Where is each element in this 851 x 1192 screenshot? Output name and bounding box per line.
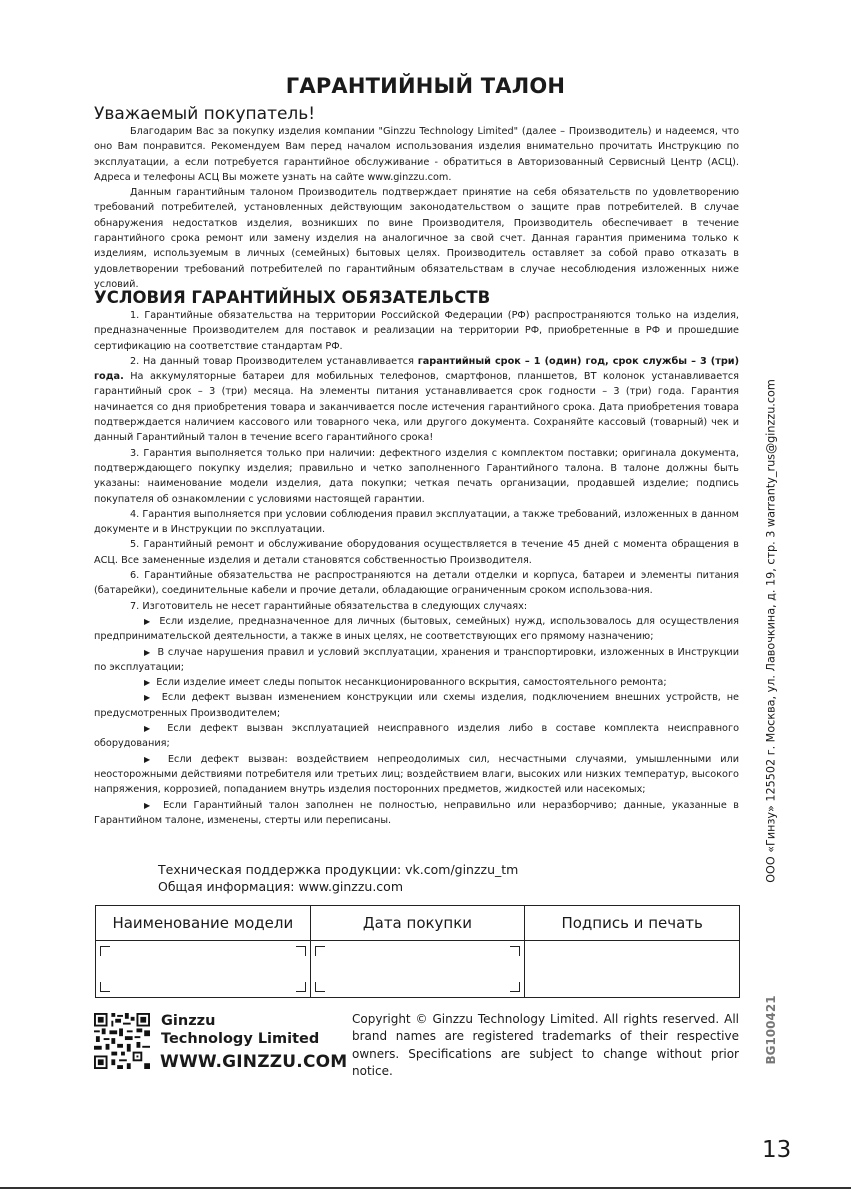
condition-7: 7. Изготовитель не несет гарантийные обязательства в следующих случаях: [130, 600, 528, 612]
vertical-company-info: ООО «Гинзу» 125502 г. Москва, ул. Лавочкина, д. 19, стр. 3 warranty_rus@ginzzu.com [764, 379, 778, 883]
bracket-corner [296, 982, 306, 992]
exclusion-text: В случае нарушения правил и условий эксплуатации, хранения и транспортировки, изложенных в Инструкции по эксплуатации; [94, 646, 739, 673]
page-number: 13 [762, 1137, 792, 1163]
triangle-bullet-icon: ▶ [144, 693, 153, 703]
warranty-period-bold: гарантийный срок – 1 (один) год, срок службы – 3 (три) года. [94, 355, 739, 383]
condition-2-text-rest: На аккумуляторные батареи для мобильных телефонов, смартфонов, планшетов, BT колонок устанавливается гарантийный срок – 3 (три) месяца. На элементы питания устанавливается срок годности – 3 (три) года. Гарантия начинается со дня приобретения товара и заканчивается после истечения гарантийного срока. Дата приобретения товара подтверждается наличием кассового или товарного чека, или другого документа. Сохраняйте кассовый (товарный) чек и данный Гарантийный талон в течение всего гарантийного срока! [94, 371, 739, 444]
exclusion-text: Если изделие, предназначенное для личных (бытовых, семейных) нужд, использовалось для осуществления предпринимательской деятельности, а также в иных целях, не соответствующих его прямому назначению; [94, 615, 739, 643]
model-name-field[interactable] [96, 941, 311, 998]
website-link[interactable]: WWW.GINZZU.COM [160, 1052, 348, 1072]
intro-text [94, 124, 739, 292]
bracket-corner [296, 946, 306, 956]
bracket-corner [510, 982, 520, 992]
signature-stamp-field[interactable] [525, 941, 740, 998]
general-info-line: Общая информация: www.ginzzu.com [158, 879, 404, 894]
bracket-corner [100, 982, 110, 992]
triangle-bullet-icon: ▶ [144, 724, 156, 734]
condition-2 [94, 354, 739, 446]
warranty-form-table [95, 905, 740, 998]
conditions-heading: УСЛОВИЯ ГАРАНТИЙНЫХ ОБЯЗАТЕЛЬСТВ [94, 288, 491, 307]
copyright-notice: Copyright © Ginzzu Technology Limited. All rights reserved. All brand names are registered trademarks of their respective owners. Specifications are subject to change without prior notice. [352, 1012, 739, 1078]
brand-subtitle: Technology Limited [161, 1031, 320, 1047]
exclusion-item [94, 675, 739, 690]
exclusion-item [94, 645, 739, 676]
vertical-document-code: BG100421 [764, 995, 778, 1065]
triangle-bullet-icon: ▶ [144, 800, 154, 810]
bracket-corner [100, 946, 110, 956]
purchase-date-header: Дата покупки [310, 906, 525, 941]
exclusion-item [94, 690, 739, 721]
bracket-corner [510, 946, 520, 956]
condition-5: 5. Гарантийный ремонт и обслуживание оборудования осуществляется в течение 45 дней с момента обращения в АСЦ. Все замененные изделия и детали становятся собственностью Производителя. [94, 539, 739, 566]
exclusion-item [94, 798, 739, 829]
company-brand [161, 1012, 319, 1048]
tech-support-line: Техническая поддержка продукции: vk.com/ginzzu_tm [158, 862, 519, 877]
brand-name: Ginzzu [161, 1013, 216, 1029]
exclusion-item [94, 721, 739, 752]
bracket-corner [315, 982, 325, 992]
qr-code-icon [94, 1013, 150, 1069]
condition-6: 6. Гарантийные обязательства не распространяются на детали отделки и корпуса, батареи и элементы питания (батарейки), соединительные кабели и прочие детали, обладающие ограниченным сроком использова-ния. [94, 570, 739, 597]
greeting-heading: Уважаемый покупатель! [94, 104, 316, 124]
triangle-bullet-icon: ▶ [144, 678, 151, 688]
condition-3: 3. Гарантия выполняется только при наличии: дефектного изделия с комплектом поставки; оригинала документа, подтверждающего покупку изделия; правильно и четко заполненного Гарантийного талона. В талоне должны быть указаны: наименование модели изделия, дата покупки; четкая печать организации, продавшей изделие; подпись покупателя об ознакомлении с условиями настоящей гарантии. [94, 447, 739, 505]
exclusion-item [94, 614, 739, 645]
exclusion-text: Если дефект вызван изменением конструкции или схемы изделия, подключением внешних устройств, не предусмотренных Производителем; [94, 692, 739, 719]
signature-stamp-header: Подпись и печать [525, 906, 740, 941]
page-title: ГАРАНТИЙНЫЙ ТАЛОН [285, 74, 566, 98]
intro-paragraph: Данным гарантийным талоном Производитель подтверждает принятие на себя обязательств по удовлетворению требований потребителей, установленных действующим законодательством о защите прав потребителей. В случае обнаружения недостатков изделия, возникших по вине Производителя, Производитель обеспечивает в течение гарантийного срока ремонт или замену изделия на аналогичное за свой счет. Данная гарантия применима только к изделиям, используемым в личных (семейных) бытовых целях. Производитель оставляет за собой право отказать в удовлетворении требований потребителей по гарантийным обязательствам в случае несоблюдения изложенных ниже условий. [94, 187, 739, 290]
exclusion-text: Если Гарантийный талон заполнен не полностью, неправильно или неразборчиво; данные, указанные в Гарантийном талоне, изменены, стерты или переписаны. [94, 799, 739, 826]
conditions-text [94, 308, 739, 828]
intro-paragraph: Благодарим Вас за покупку изделия компании "Ginzzu Technology Limited" (далее – Производитель) и надеемся, что оно Вам понравится. Рекомендуем Вам перед началом использования изделия внимательно прочитать Инструкцию по эксплуатации, а если потребуется гарантийное обслуживание - обратиться в Авторизованный Сервисный Центр (АСЦ). Адреса и телефоны АСЦ Вы можете узнать на сайте www.ginzzu.com. [94, 126, 739, 183]
exclusion-text: Если дефект вызван эксплуатацией неисправного изделия либо в составе комплекта неисправного оборудования; [94, 723, 739, 750]
exclusion-text: Если дефект вызван: воздействием непреодолимых сил, несчастными случаями, умышленными или неосторожными действиями потребителя или третьих лиц; воздействием влаги, высоких или низких температур, высокого напряжения, коррозией, попаданием внутрь изделия посторонних предметов, жидкостей или насекомых; [94, 753, 739, 796]
model-name-header: Наименование модели [96, 906, 311, 941]
bottom-divider [0, 1187, 851, 1189]
exclusion-text: Если изделие имеет следы попыток несанкционированного вскрытия, самостоятельного ремонта; [156, 677, 667, 689]
purchase-date-field[interactable] [310, 941, 525, 998]
condition-1: 1. Гарантийные обязательства на территории Российской Федерации (РФ) распространяются только на изделия, предназначенные Производителем для поставок и реализации на территории РФ, приобретенные в РФ и прошедшие сертификацию на соответствие стандартам РФ. [94, 310, 739, 352]
bracket-corner [315, 946, 325, 956]
triangle-bullet-icon: ▶ [144, 647, 151, 657]
condition-4: 4. Гарантия выполняется при условии соблюдения правил эксплуатации, а также требований, изложенных в данном документе и в Инструкции по эксплуатации. [94, 508, 739, 536]
exclusion-item [94, 752, 739, 798]
triangle-bullet-icon: ▶ [144, 616, 152, 626]
support-info [158, 861, 518, 895]
triangle-bullet-icon: ▶ [144, 754, 156, 764]
condition-2-text: 2. На данный товар Производителем устанавливается [130, 355, 418, 367]
